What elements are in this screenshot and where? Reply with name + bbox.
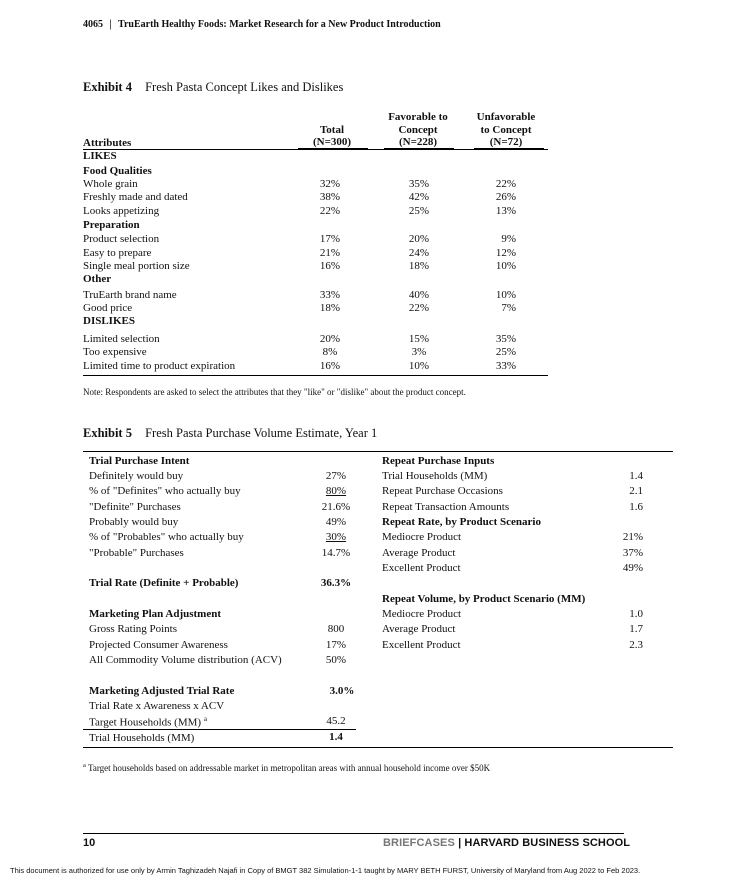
footer-rule <box>83 833 624 834</box>
exhibit4-note: Note: Respondents are asked to select the attributes that they "like" or "dislike" about the product concept. <box>83 387 466 397</box>
cell-favorable: 10% <box>408 360 430 372</box>
row-label: Product selection <box>83 233 160 245</box>
cell-total: 33% <box>319 289 341 301</box>
cell-unfavorable: 25% <box>495 346 516 358</box>
cell-favorable: 20% <box>408 233 430 245</box>
preparation-heading: Preparation <box>83 219 140 231</box>
exhibit4-bottom-rule <box>83 375 548 376</box>
exhibit5-top-rule <box>83 451 673 452</box>
trial-item-label: Definitely would buy <box>89 470 184 482</box>
footer-brand <box>383 837 630 849</box>
cell-unfavorable: 10% <box>495 289 516 301</box>
trial-item-label: "Probable" Purchases <box>89 547 184 559</box>
cell-unfavorable: 12% <box>495 247 516 259</box>
authorization-notice: This document is authorized for use only by Armin Taghizadeh Najafi in Copy of BMGT 382 Simulation-1-1 taught by MARY BETH FURST, University of Maryland from Aug 2022 to Feb 2023. <box>10 866 641 875</box>
target-households-text: Target Households (MM) <box>89 716 202 729</box>
cell-total: 20% <box>319 333 341 345</box>
cell-favorable: 15% <box>408 333 430 345</box>
repeat-input-value: 1.6 <box>629 501 643 513</box>
cell-favorable: 35% <box>408 178 430 190</box>
header-title: TruEarth Healthy Foods: Market Research for a New Product Introduction <box>118 19 441 30</box>
repeat-input-value: 2.1 <box>629 485 643 497</box>
page-ref: 4065 <box>83 19 103 30</box>
repeat-rate-value: 37% <box>622 547 643 559</box>
col-unfav-line3: (N=72) <box>489 136 523 148</box>
cell-unfavorable: 10% <box>495 260 516 272</box>
col-fav-line2: Concept <box>398 123 438 136</box>
col-fav-line1: Favorable to <box>388 111 448 123</box>
repeat-volume-label: Mediocre Product <box>382 608 462 620</box>
row-label: Whole grain <box>83 178 138 190</box>
cell-unfavorable: 7% <box>501 302 516 314</box>
repeat-rate-value: 49% <box>622 562 643 574</box>
row-label: Limited time to product expiration <box>83 360 236 372</box>
col-unfav-line2: to Concept <box>480 123 532 136</box>
food-qualities-heading: Food Qualities <box>83 165 152 177</box>
repeat-rate-label: Mediocre Product <box>382 531 462 543</box>
cell-unfavorable: 35% <box>495 333 516 345</box>
row-label: Limited selection <box>83 333 160 345</box>
repeat-volume-heading: Repeat Volume, by Product Scenario (MM) <box>382 593 586 605</box>
row-label: Single meal portion size <box>83 260 190 272</box>
target-households-label <box>89 715 207 729</box>
marketing-item-value: 800 <box>327 623 345 635</box>
col-unfav-line1: Unfavorable <box>476 111 536 123</box>
trial-item-value: 27% <box>325 470 347 482</box>
marketing-heading: Marketing Plan Adjustment <box>89 608 221 620</box>
repeat-volume-value: 1.0 <box>629 608 643 620</box>
marketing-item-value: 17% <box>325 639 347 651</box>
row-label: Too expensive <box>83 346 147 358</box>
exhibit5-label: Exhibit 5 <box>83 426 132 440</box>
target-households-value: 45.2 <box>326 715 346 727</box>
col-attributes-header: Attributes <box>83 137 132 149</box>
exhibit5-bottom-rule <box>83 747 673 748</box>
cell-total: 22% <box>319 205 341 217</box>
target-rule <box>83 729 356 730</box>
marketing-item-label: All Commodity Volume distribution (ACV) <box>89 654 282 666</box>
footer-brand-left: BRIEFCASES <box>383 837 455 849</box>
exhibit4-top-rule <box>83 149 548 150</box>
cell-unfavorable: 22% <box>495 178 516 190</box>
footnote-text: Target households based on addressable market in metropolitan areas with annual household income over $50K <box>87 763 491 773</box>
cell-total: 18% <box>319 302 341 314</box>
row-label: TruEarth brand name <box>83 289 177 301</box>
cell-unfavorable: 33% <box>495 360 516 372</box>
likes-heading: LIKES <box>83 150 117 162</box>
cell-total: 16% <box>319 260 341 272</box>
col-fav-line3: (N=228) <box>398 136 438 148</box>
cell-favorable: 18% <box>408 260 430 272</box>
marketing-item-label: Gross Rating Points <box>89 623 178 635</box>
trial-item-label: % of "Probables" who actually buy <box>89 531 244 543</box>
repeat-input-value: 1.4 <box>629 470 643 482</box>
cell-total: 21% <box>319 247 341 259</box>
trial-item-label: "Definite" Purchases <box>89 501 181 513</box>
cell-favorable: 42% <box>408 191 430 203</box>
trial-item-value: 80% <box>325 485 347 497</box>
cell-unfavorable: 9% <box>501 233 516 245</box>
repeat-volume-label: Average Product <box>382 623 456 635</box>
exhibit4-label: Exhibit 4 <box>83 80 132 94</box>
trial-intent-heading: Trial Purchase Intent <box>89 455 190 467</box>
exhibit5-title <box>83 426 377 441</box>
adjusted-formula: Trial Rate x Awareness x ACV <box>89 700 225 712</box>
col-favorable-header <box>376 111 460 149</box>
trial-households-label: Trial Households (MM) <box>89 732 195 744</box>
exhibit5-caption: Fresh Pasta Purchase Volume Estimate, Year 1 <box>145 426 378 440</box>
cell-total: 16% <box>319 360 341 372</box>
row-label: Good price <box>83 302 133 314</box>
trial-rate-value: 36.3% <box>320 577 352 589</box>
trial-item-label: % of "Definites" who actually buy <box>89 485 241 497</box>
exhibit4-caption: Fresh Pasta Concept Likes and Dislikes <box>145 80 344 94</box>
exhibit4-title <box>83 80 343 95</box>
repeat-input-label: Repeat Purchase Occasions <box>382 485 503 497</box>
page-number: 10 <box>83 837 96 849</box>
cell-total: 32% <box>319 178 341 190</box>
repeat-input-label: Trial Households (MM) <box>382 470 488 482</box>
adjusted-trial-value: 3.0% <box>329 685 355 697</box>
repeat-volume-label: Excellent Product <box>382 639 461 651</box>
col-total-header <box>292 124 372 148</box>
trial-item-value: 30% <box>325 531 347 543</box>
marketing-item-value: 50% <box>325 654 347 666</box>
cell-unfavorable: 26% <box>495 191 516 203</box>
adjusted-trial-heading: Marketing Adjusted Trial Rate <box>89 685 235 697</box>
footnote-marker: a <box>83 762 86 769</box>
repeat-rate-heading: Repeat Rate, by Product Scenario <box>382 516 541 528</box>
footer-brand-right: HARVARD BUSINESS SCHOOL <box>464 837 631 849</box>
trial-households-value: 1.4 <box>329 731 343 743</box>
trial-item-value: 49% <box>325 516 347 528</box>
col-unfavorable-header <box>464 111 548 149</box>
col-total-line2: (N=300) <box>312 136 352 148</box>
cell-favorable: 40% <box>408 289 430 301</box>
header-separator: | <box>109 19 112 30</box>
cell-unfavorable: 13% <box>495 205 516 217</box>
footer-brand-sep: | <box>458 837 462 849</box>
trial-item-value: 14.7% <box>321 547 351 559</box>
cell-favorable: 25% <box>408 205 430 217</box>
repeat-rate-value: 21% <box>622 531 643 543</box>
cell-total: 8% <box>322 346 338 358</box>
exhibit5-footnote <box>83 762 490 773</box>
repeat-inputs-heading: Repeat Purchase Inputs <box>382 455 495 467</box>
repeat-volume-value: 1.7 <box>629 623 643 635</box>
trial-item-value: 21.6% <box>321 501 351 513</box>
row-label: Freshly made and dated <box>83 191 188 203</box>
row-label: Looks appetizing <box>83 205 160 217</box>
marketing-item-label: Projected Consumer Awareness <box>89 639 228 651</box>
other-heading: Other <box>83 273 112 285</box>
cell-total: 38% <box>319 191 341 203</box>
col-total-line1: Total <box>319 124 345 136</box>
repeat-volume-value: 2.3 <box>629 639 643 651</box>
dislikes-heading: DISLIKES <box>83 315 135 327</box>
target-households-sup: a <box>203 715 207 723</box>
row-label: Easy to prepare <box>83 247 152 259</box>
repeat-rate-label: Excellent Product <box>382 562 461 574</box>
cell-total: 17% <box>319 233 341 245</box>
trial-rate-label: Trial Rate (Definite + Probable) <box>89 577 239 589</box>
running-header <box>83 19 441 30</box>
cell-favorable: 22% <box>408 302 430 314</box>
cell-favorable: 3% <box>411 346 427 358</box>
repeat-input-label: Repeat Transaction Amounts <box>382 501 510 513</box>
cell-favorable: 24% <box>408 247 430 259</box>
trial-item-label: Probably would buy <box>89 516 179 528</box>
repeat-rate-label: Average Product <box>382 547 456 559</box>
